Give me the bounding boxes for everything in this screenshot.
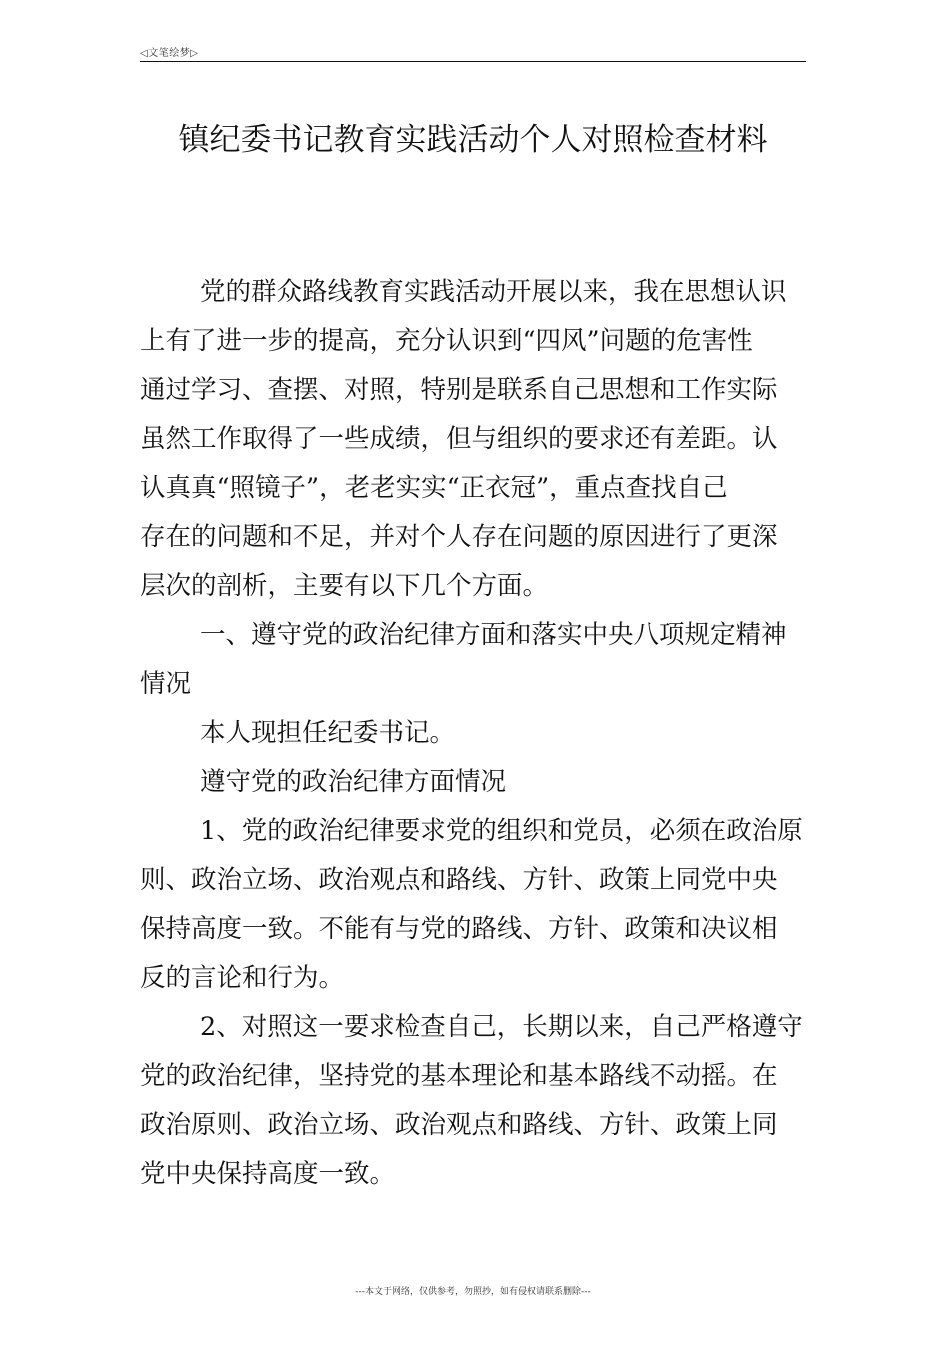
paragraph-position (140, 709, 806, 758)
text-line: 则、政治立场、政治观点和路线、方针、政策上同党中央 (140, 865, 778, 895)
paragraph-intro (140, 268, 806, 611)
header-divider (140, 61, 806, 62)
text-line: 上有了进一步的提高，充分认识到“四风”问题的危害性 (140, 326, 753, 356)
paragraph-item-2 (140, 1003, 806, 1199)
text-line: 党的政治纪律，坚持党的基本理论和基本路线不动摇。在 (140, 1061, 778, 1091)
text-line: 反的言论和行为。 (140, 963, 345, 993)
text-line: 1、党的政治纪律要求党的组织和党员，必须在政治原 (200, 816, 803, 846)
text-line: 保持高度一致。不能有与党的路线、方针、政策和决议相 (140, 914, 778, 944)
text-line: 党中央保持高度一致。 (140, 1159, 396, 1189)
text-line: 虽然工作取得了一些成绩，但与组织的要求还有差距。认 (140, 424, 778, 454)
text-line: 通过学习、查摆、对照，特别是联系自己思想和工作实际 (140, 375, 778, 405)
text-line: 本人现担任纪委书记。 (200, 718, 456, 748)
paragraph-item-1 (140, 807, 806, 1003)
text-line: 一、遵守党的政治纪律方面和落实中央八项规定精神 (200, 620, 787, 650)
text-line: 认真真“照镜子”，老老实实“正衣冠”，重点查找自己 (140, 473, 728, 503)
document-title: 镇纪委书记教育实践活动个人对照检查材料 (178, 122, 768, 158)
text-line: 遵守党的政治纪律方面情况 (200, 767, 507, 797)
section-heading-1 (140, 611, 806, 709)
subsection-heading (140, 758, 806, 807)
text-line: 政治原则、政治立场、政治观点和路线、方针、政策上同 (140, 1110, 778, 1140)
text-line: 党的群众路线教育实践活动开展以来，我在思想认识 (200, 277, 787, 307)
text-line: 存在的问题和不足，并对个人存在问题的原因进行了更深 (140, 522, 778, 552)
header-mark: ◁文笔绘梦▷ (140, 48, 199, 59)
text-line: 层次的剖析，主要有以下几个方面。 (140, 571, 549, 601)
document-body (140, 268, 806, 1199)
text-line: 情况 (140, 669, 192, 699)
footer-disclaimer: ---本文于网络，仅供参考，勿照抄，如有侵权请联系删除--- (355, 1287, 591, 1297)
text-line: 2、对照这一要求检查自己，长期以来，自己严格遵守 (200, 1012, 803, 1042)
